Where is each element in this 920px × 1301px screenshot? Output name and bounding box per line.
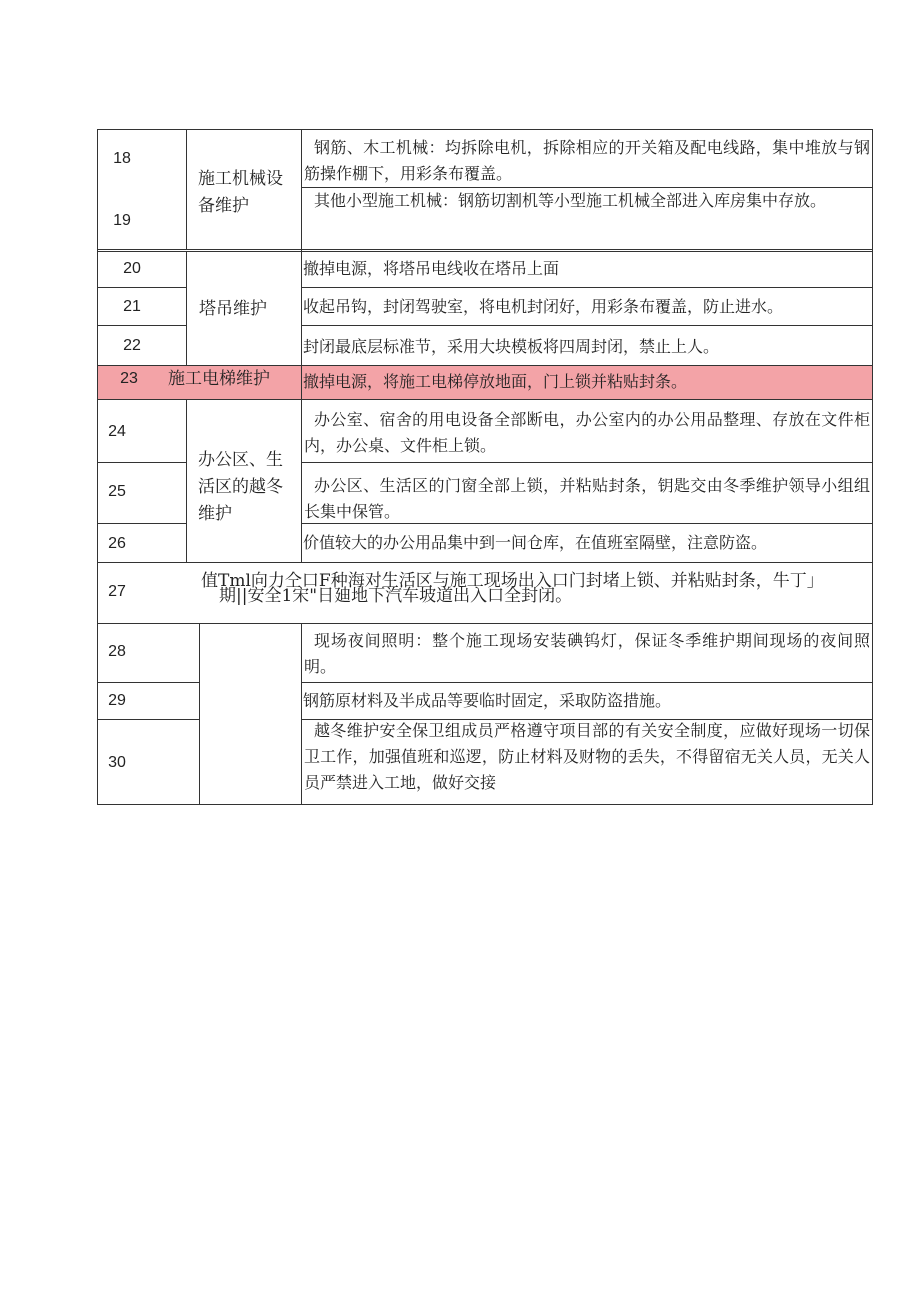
col-divider bbox=[186, 129, 187, 249]
table-border-left bbox=[97, 129, 98, 805]
row-divider bbox=[97, 682, 200, 683]
row-divider bbox=[97, 462, 187, 463]
category-machinery: 施工机械设备维护 bbox=[198, 169, 283, 216]
row-22-text: 封闭最底层标准节，采用大块模板将四周封闭，禁止上人。 bbox=[303, 337, 720, 356]
row-divider bbox=[301, 523, 873, 524]
row-26-text: 价值较大的办公用品集中到一间仓库，在值班室隔壁，注意防盗。 bbox=[303, 533, 768, 552]
row-number: 28 bbox=[108, 643, 126, 660]
row-divider bbox=[97, 129, 873, 130]
row-divider bbox=[97, 719, 200, 720]
row-divider bbox=[97, 523, 187, 524]
category-elevator: 施工电梯维护 bbox=[168, 369, 270, 389]
row-number: 19 bbox=[113, 212, 131, 229]
col-divider bbox=[186, 400, 187, 562]
table-border-right bbox=[872, 129, 873, 805]
row-number: 25 bbox=[108, 483, 126, 500]
row-number: 18 bbox=[113, 150, 131, 167]
row-number: 29 bbox=[108, 692, 126, 709]
col-divider bbox=[199, 624, 200, 805]
row-number: 21 bbox=[123, 298, 141, 315]
row-number: 24 bbox=[108, 423, 126, 440]
row-divider bbox=[97, 251, 873, 252]
row-number: 30 bbox=[108, 754, 126, 771]
row-27-text-line2: 期||安全1宋"日廸地下汽车坡道出入口全封闭。 bbox=[219, 586, 573, 606]
row-divider bbox=[97, 249, 873, 250]
row-divider bbox=[97, 325, 187, 326]
row-divider bbox=[301, 462, 873, 463]
row-divider bbox=[97, 287, 187, 288]
row-number: 20 bbox=[123, 260, 141, 277]
col-divider bbox=[186, 251, 187, 365]
row-27-text-line1: 值Tml向力仝口F种海对生活区与施工现场出入口门封堵上锁、并粘贴封条，牛丁」 bbox=[201, 571, 824, 591]
col-divider bbox=[301, 129, 302, 562]
row-number: 27 bbox=[108, 583, 126, 600]
row-number: 22 bbox=[123, 337, 141, 354]
row-19-text: 其他小型施工机械：钢筋切割机等小型施工机械全部进入库房集中存放。 bbox=[314, 191, 827, 210]
row-divider bbox=[97, 623, 873, 624]
row-number: 26 bbox=[108, 535, 126, 552]
row-divider bbox=[97, 562, 873, 563]
row-divider bbox=[301, 187, 873, 188]
category-crane: 塔吊维护 bbox=[199, 299, 267, 319]
row-divider bbox=[301, 682, 873, 683]
row-29-text: 钢筋原材料及半成品等要临时固定，采取防盗措施。 bbox=[303, 691, 672, 710]
col-divider bbox=[301, 624, 302, 805]
row-30-text: 越冬维护安全保卫组成员严格遵守项目部的有关安全制度，应做好现场一切保卫工作，加强值班和巡逻，防止材料及财物的丢失，不得留宿无关人员，无关人员严禁进入工地，做好交接 bbox=[304, 721, 870, 792]
row-28-text: 现场夜间照明：整个施工现场安装碘钨灯，保证冬季维护期间现场的夜间照明。 bbox=[304, 631, 870, 676]
row-25-text: 办公区、生活区的门窗全部上锁，并粘贴封条，钥匙交由冬季维护领导小组组长集中保管。 bbox=[304, 476, 870, 521]
row-divider bbox=[301, 287, 873, 288]
row-divider bbox=[97, 399, 873, 400]
table-border-bottom bbox=[97, 804, 873, 805]
row-18-text: 钢筋、木工机械：均拆除电机，拆除相应的开关箱及配电线路，集中堆放与钢筋操作棚下，用彩条布覆盖。 bbox=[304, 138, 870, 183]
row-23-text: 撤掉电源，将施工电梯停放地面，门上锁并粘贴封条。 bbox=[303, 372, 688, 391]
row-divider bbox=[301, 719, 873, 720]
row-divider bbox=[97, 365, 873, 366]
category-office: 办公区、生活区的越冬维护 bbox=[198, 450, 283, 524]
row-20-text: 撤掉电源，将塔吊电线收在塔吊上面 bbox=[303, 259, 560, 278]
row-number: 23 bbox=[120, 370, 138, 387]
row-divider bbox=[301, 325, 873, 326]
row-21-text: 收起吊钩，封闭驾驶室，将电机封闭好，用彩条布覆盖，防止进水。 bbox=[303, 297, 784, 316]
row-24-text: 办公室、宿舍的用电设备全部断电，办公室内的办公用品整理、存放在文件柜内，办公桌、文件柜上锁。 bbox=[304, 410, 870, 455]
